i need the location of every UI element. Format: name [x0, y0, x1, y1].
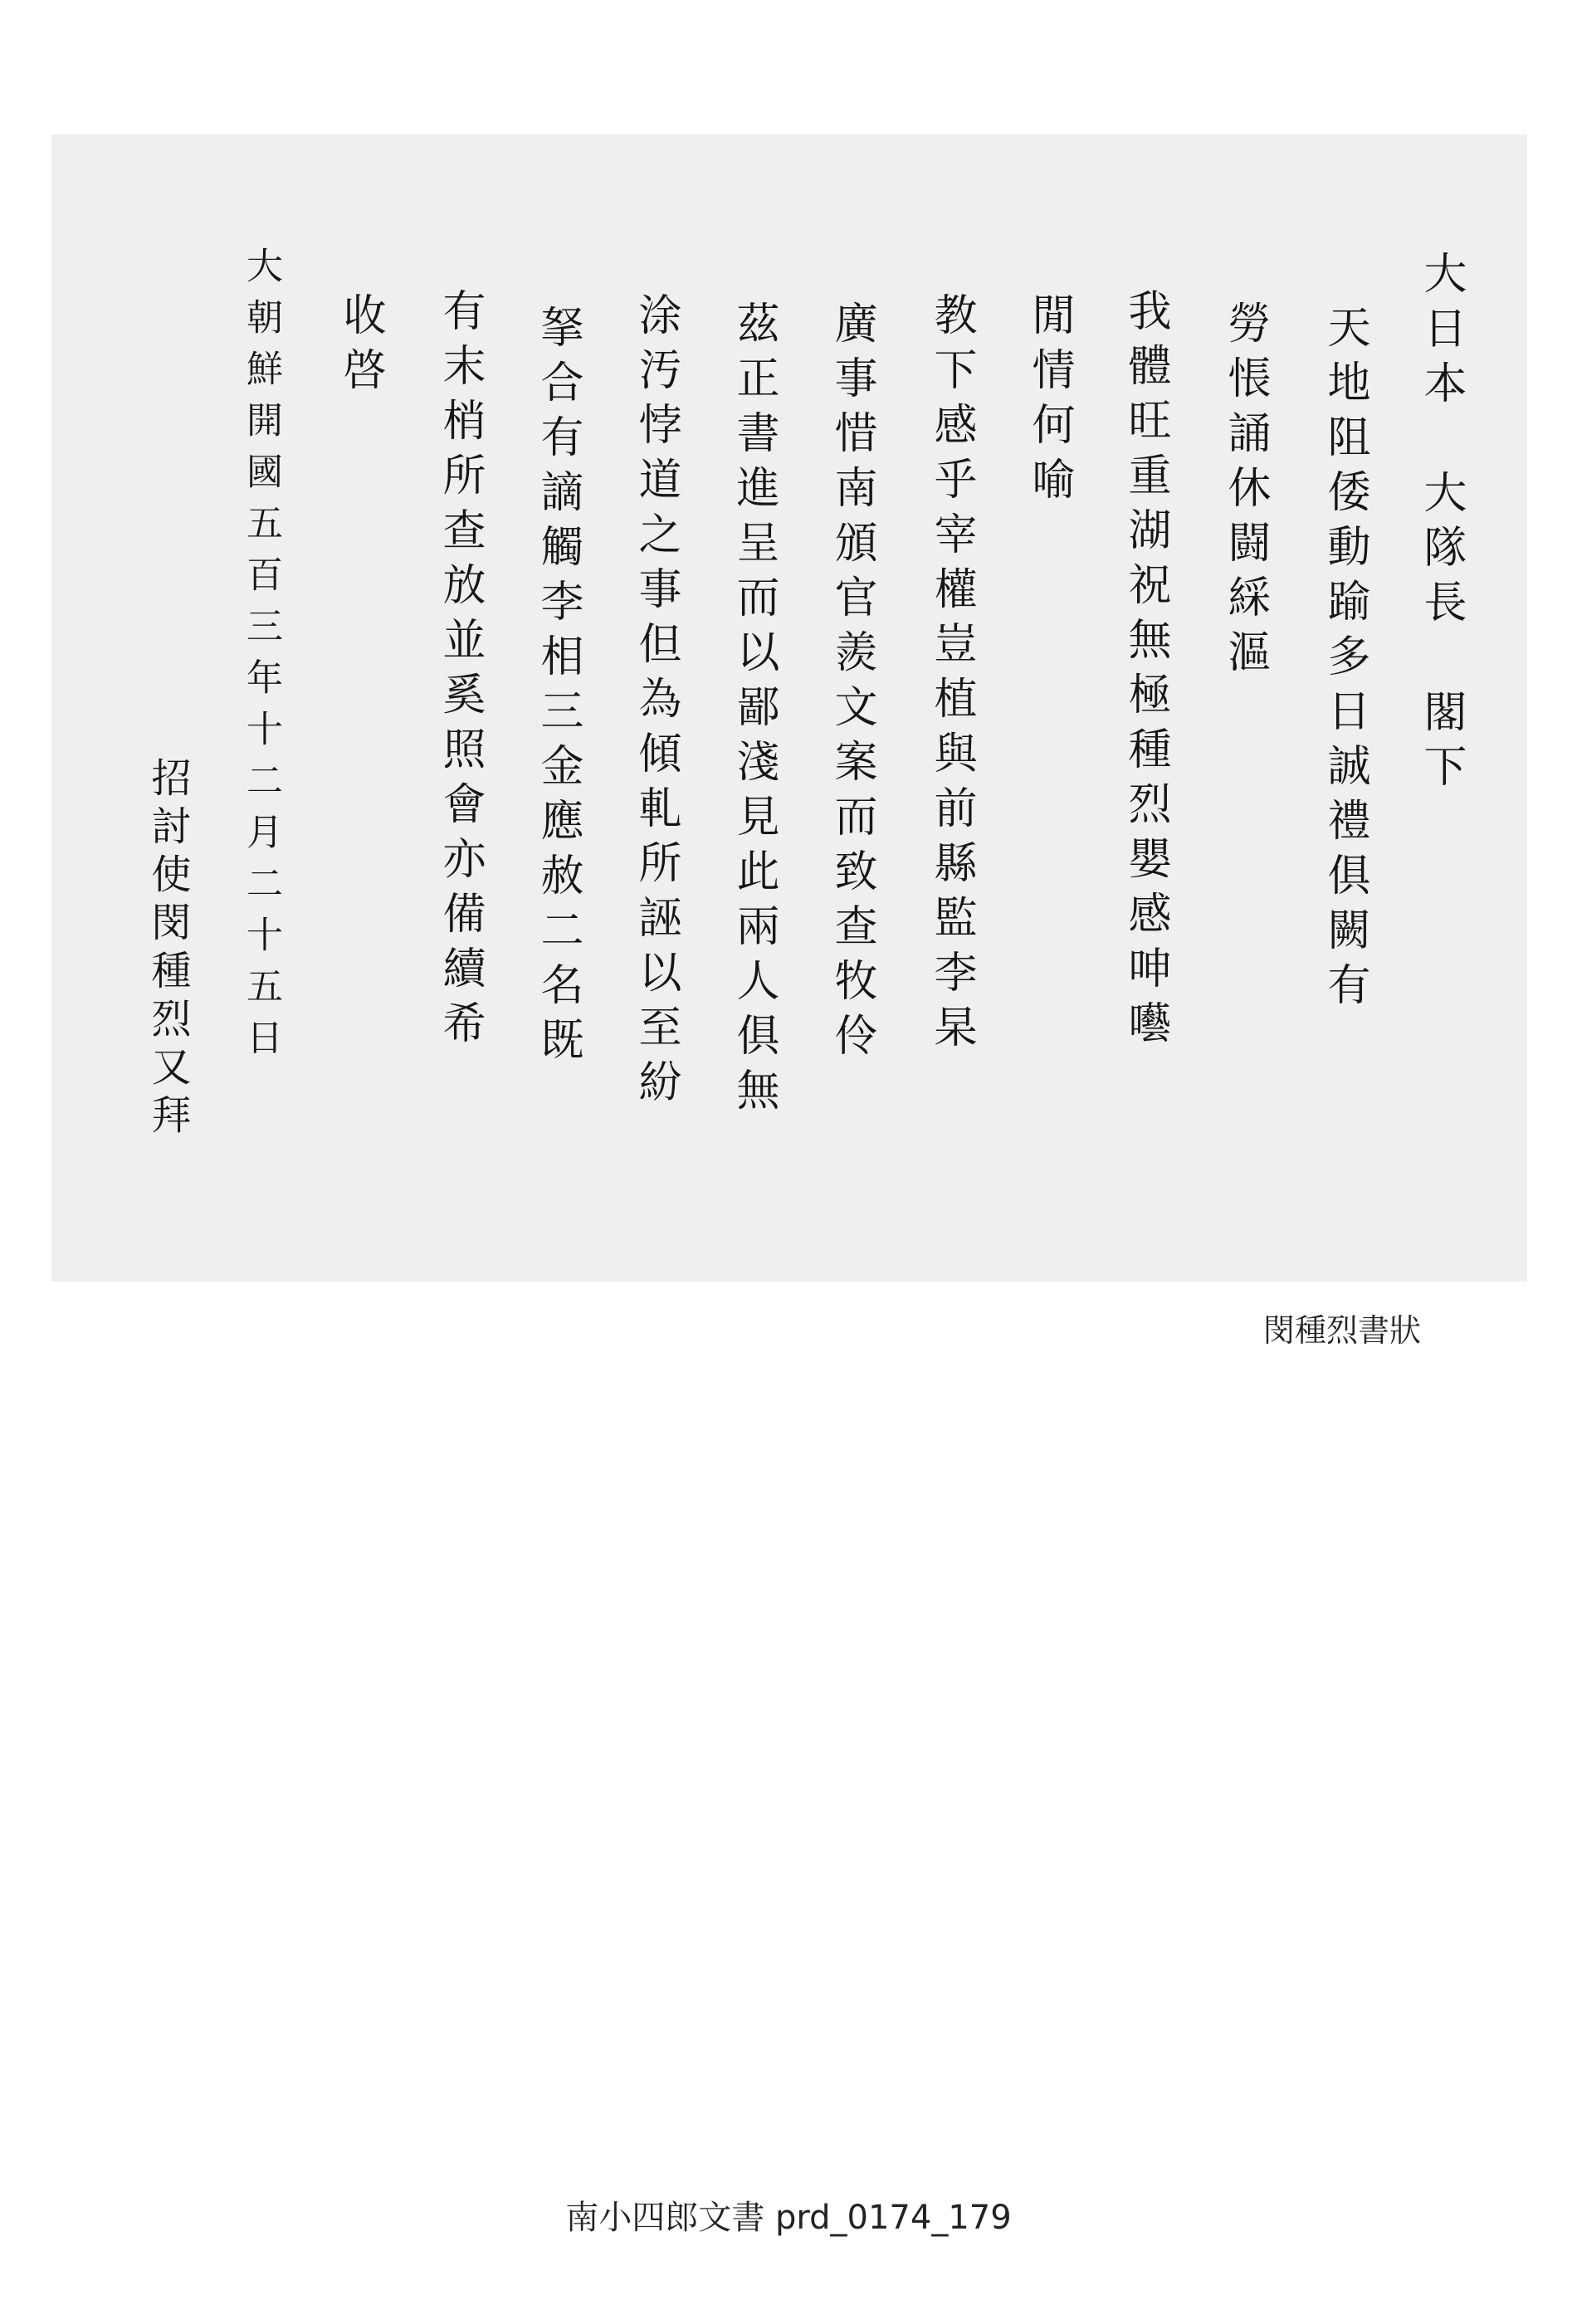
letter-column-3: 勞悵誦休闘綵漚: [1220, 300, 1270, 684]
letter-column-9: 涂汚悖道之事但為傾軋所誣以至紛: [631, 292, 681, 1114]
letter-column-8: 茲正書進呈而以鄙淺見此兩人俱無: [729, 300, 779, 1122]
letter-column-2: 天地阻倭動踰多日誠禮俱闕有: [1320, 305, 1370, 1017]
letter-column-5: 閒情何喻: [1024, 292, 1074, 511]
letter-column-11: 有末梢所查放並奚照會亦備續希: [435, 288, 485, 1055]
letter-column-1: 大日本 大隊長 閣下: [1416, 251, 1466, 798]
letter-column-6: 教下感乎宰權豈植與前縣監李杲: [926, 292, 976, 1059]
letter-signature-column: 招討使閔種烈又拜: [144, 757, 191, 1142]
archive-reference: 南小四郎文書 prd_0174_179: [565, 2199, 1012, 2237]
letter-date-column: 大朝鮮開國五百三年十二月二十五日: [240, 247, 282, 1070]
letter-column-10: 拏合有謫觸李相三金應赦二名既: [533, 305, 583, 1072]
manuscript-plate: [51, 134, 1527, 1282]
letter-column-7: 廣事惜南頒官羨文案而致查牧伶: [827, 300, 876, 1067]
letter-column-4: 我體旺重湖祝無極種烈嬰感呻囈: [1120, 288, 1170, 1055]
document-caption: 閔種烈書狀: [1263, 1312, 1422, 1349]
letter-column-12: 收啓: [335, 292, 385, 402]
handwritten-letter: [51, 134, 1527, 1282]
